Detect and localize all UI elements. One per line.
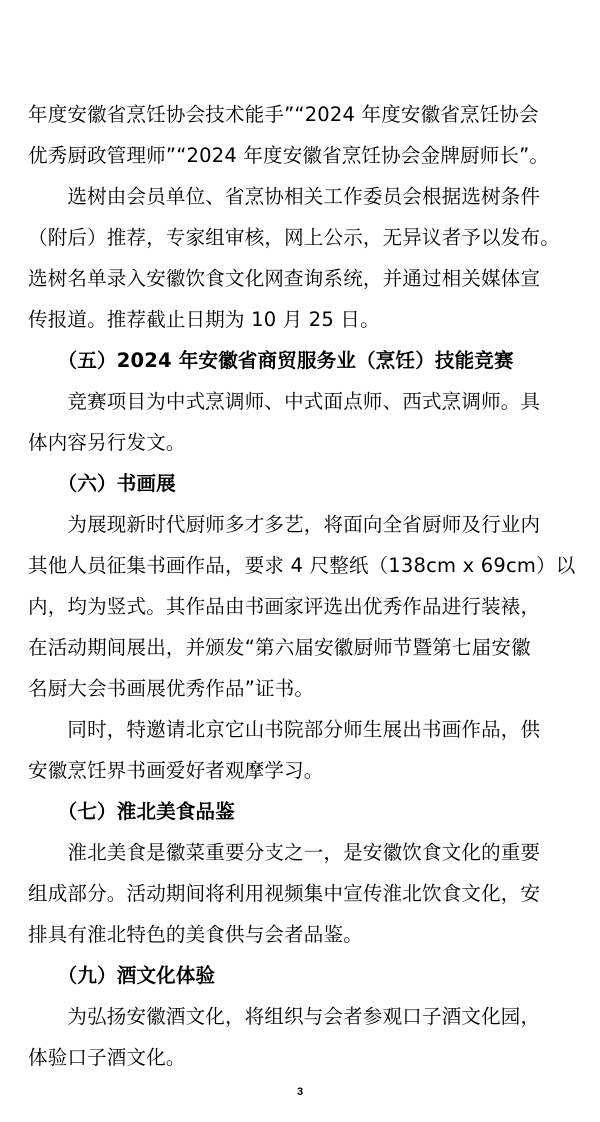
body-text-line: 其他人员征集书画作品，要求 4 尺整纸（138cm x 69cm）以 bbox=[28, 554, 576, 577]
body-text-line: 传报道。推荐截止日期为 10 月 25 日。 bbox=[28, 308, 380, 331]
body-text-line: 淮北美食是徽菜重要分支之一，是安徽饮食文化的重要 bbox=[28, 841, 541, 864]
section-heading-9: （九）酒文化体验 bbox=[28, 964, 216, 987]
body-text-line: 组成部分。活动期间将利用视频集中宣传淮北饮食文化，安 bbox=[28, 882, 541, 905]
section-heading-5: （五）2024 年安徽省商贸服务业（烹饪）技能竞赛 bbox=[28, 349, 514, 372]
section-heading-6: （六）书画展 bbox=[28, 472, 176, 495]
body-text-line: 优秀厨政管理师”“2024 年度安徽省烹饪协会金牌厨师长”。 bbox=[28, 144, 550, 167]
body-text-line: 在活动期间展出，并颁发“第六届安徽厨师节暨第七届安徽 bbox=[28, 636, 531, 659]
body-text-line: 排具有淮北特色的美食供与会者品鉴。 bbox=[28, 923, 363, 946]
body-text-line: 内，均为竖式。其作品由书画家评选出优秀作品进行装裱， bbox=[28, 595, 541, 618]
body-text-line: 体验口子酒文化。 bbox=[28, 1046, 186, 1069]
page-number: 3 bbox=[296, 1086, 304, 1098]
body-text-line: 安徽烹饪界书画爱好者观摩学习。 bbox=[28, 759, 324, 782]
body-text-line: 为弘扬安徽酒文化，将组织与会者参观口子酒文化园， bbox=[28, 1005, 541, 1028]
section-heading-7: （七）淮北美食品鉴 bbox=[28, 800, 235, 823]
body-text-line: （附后）推荐，专家组审核，网上公示，无异议者予以发布。 bbox=[28, 226, 560, 249]
body-text-line: 竞赛项目为中式烹调师、中式面点师、西式烹调师。具 bbox=[28, 390, 541, 413]
body-text-line: 年度安徽省烹饪协会技术能手”“2024 年度安徽省烹饪协会 bbox=[28, 103, 539, 126]
body-text-line: 同时，特邀请北京它山书院部分师生展出书画作品，供 bbox=[28, 718, 541, 741]
body-text-line: 名厨大会书画展优秀作品”证书。 bbox=[28, 677, 315, 700]
body-text-line: 体内容另行发文。 bbox=[28, 431, 186, 454]
body-text-line: 选树名单录入安徽饮食文化网查询系统，并通过相关媒体宣 bbox=[28, 267, 541, 290]
body-text-line: 为展现新时代厨师多才多艺，将面向全省厨师及行业内 bbox=[28, 513, 541, 536]
body-text-line: 选树由会员单位、省烹协相关工作委员会根据选树条件 bbox=[28, 185, 541, 208]
